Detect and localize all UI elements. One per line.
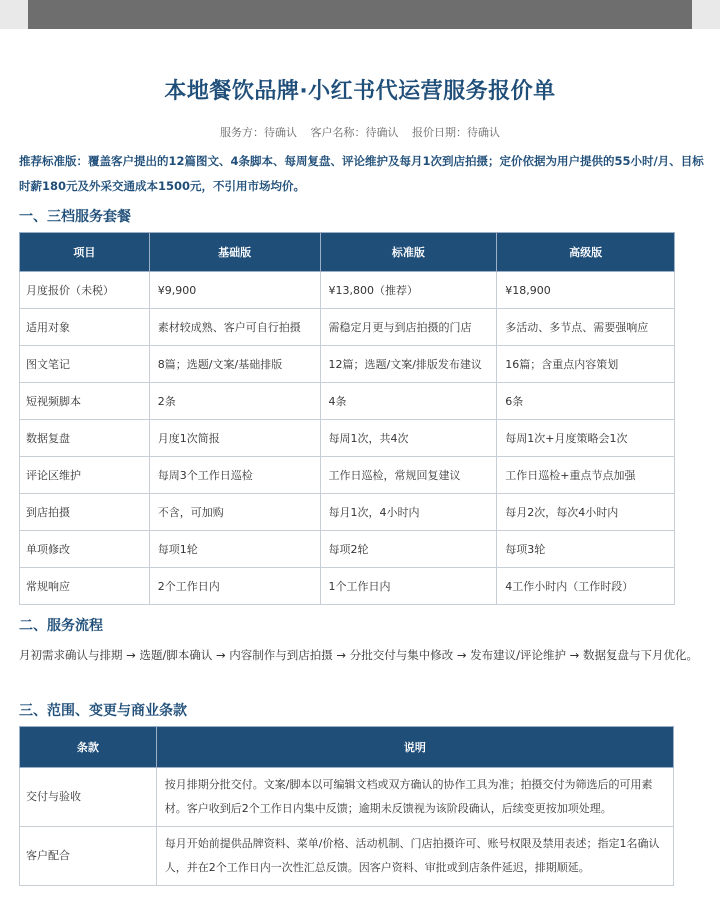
- table-header-row: [20, 727, 674, 768]
- table-cell: 8篇；选题/文案/基础排版: [149, 346, 320, 383]
- table-cell: 月度报价（未税）: [20, 272, 150, 309]
- table-cell: 每周3个工作日巡检: [149, 457, 320, 494]
- table-row: [20, 420, 675, 457]
- table-cell: 数据复盘: [20, 420, 150, 457]
- top-bar: [28, 0, 692, 29]
- table-cell: 单项修改: [20, 531, 150, 568]
- meta-date: 报价日期：待确认: [412, 126, 500, 139]
- table-row: [20, 457, 675, 494]
- table-row: [20, 531, 675, 568]
- table-cell: 每周1次+月度策略会1次: [497, 420, 675, 457]
- table-cell: 月度1次简报: [149, 420, 320, 457]
- header-cell: 项目: [20, 233, 150, 272]
- table-row: [20, 827, 674, 886]
- header-cell: 说明: [156, 727, 673, 768]
- table-cell: 评论区维护: [20, 457, 150, 494]
- table-cell: 1个工作日内: [320, 568, 497, 605]
- table-cell: 2条: [149, 383, 320, 420]
- table-cell: 12篇；选题/文案/排版发布建议: [320, 346, 497, 383]
- table-cell: 短视频脚本: [20, 383, 150, 420]
- table-cell: ¥13,800（推荐）: [320, 272, 497, 309]
- table-cell: 按月排期分批交付。文案/脚本以可编辑文档或双方确认的协作工具为准；拍摄交付为筛选后的可用素材。客户收到后2个工作日内集中反馈；逾期未反馈视为该阶段确认，后续变更按加项处理。: [156, 768, 673, 827]
- table-cell: 到店拍摄: [20, 494, 150, 531]
- section3-heading: 三、范围、变更与商业条款: [19, 703, 187, 719]
- table-cell: 多活动、多节点、需要强响应: [497, 309, 675, 346]
- quote-meta: [0, 124, 720, 140]
- table-header-row: [20, 233, 675, 272]
- table-cell: 每月2次，每次4小时内: [497, 494, 675, 531]
- table-cell: 交付与验收: [20, 768, 157, 827]
- header-cell: 条款: [20, 727, 157, 768]
- table-cell: 16篇；含重点内容策划: [497, 346, 675, 383]
- table-cell: 每月1次，4小时内: [320, 494, 497, 531]
- table-row: [20, 768, 674, 827]
- table-cell: 每项2轮: [320, 531, 497, 568]
- process-flow-text: 月初需求确认与排期 → 选题/脚本确认 → 内容制作与到店拍摄 → 分批交付与集中修改 → 发布建议/评论维护 → 数据复盘与下月优化。: [19, 648, 698, 662]
- header-cell: 标准版: [320, 233, 497, 272]
- table-cell: 工作日巡检+重点节点加强: [497, 457, 675, 494]
- table-cell: 2个工作日内: [149, 568, 320, 605]
- table-cell: 需稳定月更与到店拍摄的门店: [320, 309, 497, 346]
- table-cell: 图文笔记: [20, 346, 150, 383]
- section2-heading: 二、服务流程: [19, 618, 103, 634]
- table-row: [20, 383, 675, 420]
- table-cell: 常规响应: [20, 568, 150, 605]
- meta-client: 客户名称：待确认: [310, 126, 399, 139]
- table-cell: 客户配合: [20, 827, 157, 886]
- table-row: [20, 494, 675, 531]
- table-cell: 每项3轮: [497, 531, 675, 568]
- table-row: [20, 309, 675, 346]
- header-cell: 基础版: [149, 233, 320, 272]
- table-cell: 每月开始前提供品牌资料、菜单/价格、活动机制、门店拍摄许可、账号权限及禁用表述；指定1名确认人，并在2个工作日内一次性汇总反馈。因客户资料、审批或到店条件延迟，排期顺延。: [156, 827, 673, 886]
- package-table: [19, 232, 675, 605]
- table-cell: ¥9,900: [149, 272, 320, 309]
- table-row: [20, 568, 675, 605]
- table-row: [20, 272, 675, 309]
- table-row: [20, 346, 675, 383]
- recommendation-text: 推荐标准版：覆盖客户提出的12篇图文、4条脚本、每周复盘、评论维护及每月1次到店拍摄；定价依据为用户提供的55小时/月、目标时薪180元及外采交通成本1500元，不引用市场均价。: [19, 154, 704, 193]
- table-cell: 适用对象: [20, 309, 150, 346]
- header-cell: 高级版: [497, 233, 675, 272]
- section1-heading: 一、三档服务套餐: [19, 209, 131, 225]
- table-cell: 每项1轮: [149, 531, 320, 568]
- table-cell: 每周1次，共4次: [320, 420, 497, 457]
- page-title: 本地餐饮品牌·小红书代运营服务报价单: [164, 79, 556, 104]
- table-cell: 素材较成熟、客户可自行拍摄: [149, 309, 320, 346]
- table-cell: 4条: [320, 383, 497, 420]
- table-cell: 不含，可加购: [149, 494, 320, 531]
- table-cell: 6条: [497, 383, 675, 420]
- table-cell: ¥18,900: [497, 272, 675, 309]
- table-cell: 4工作小时内（工作时段）: [497, 568, 675, 605]
- meta-provider: 服务方：待确认: [220, 126, 297, 139]
- terms-table: [19, 726, 674, 886]
- table-cell: 工作日巡检，常规回复建议: [320, 457, 497, 494]
